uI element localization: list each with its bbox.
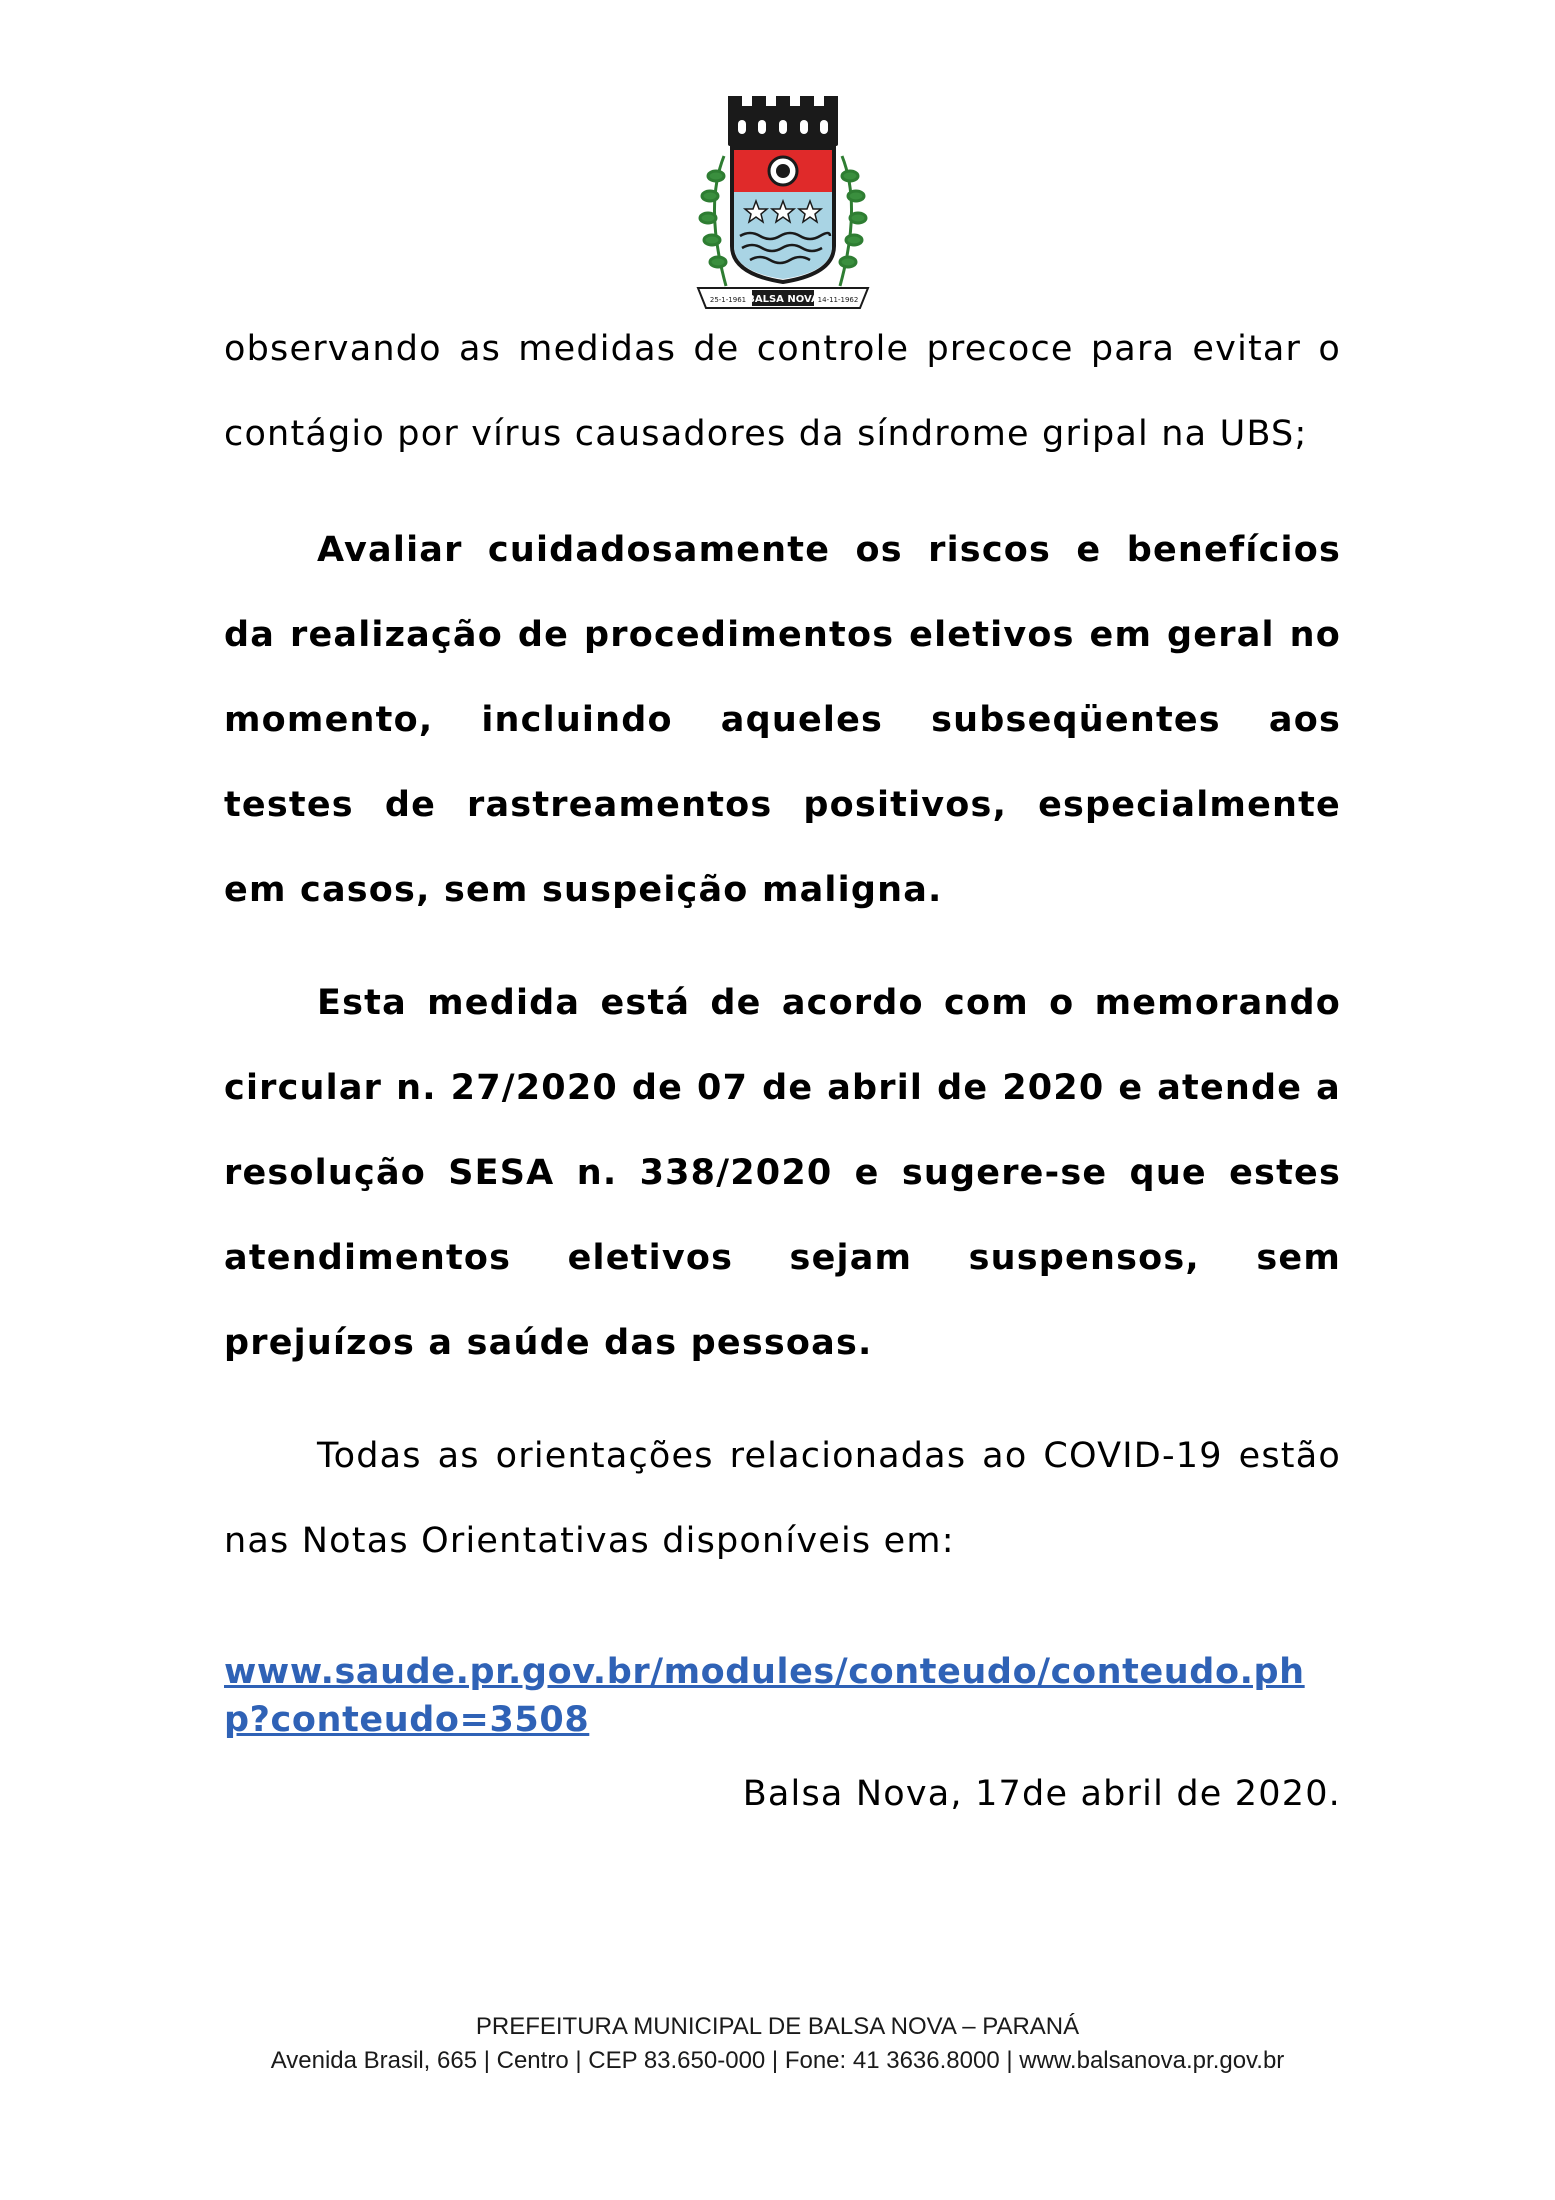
paragraph-text: Todas as orientações relacionadas ao COVID-19 estão nas Notas Orientativas disponíveis em:: [224, 1436, 1341, 1561]
crest-date-right: 14-11-1962: [817, 296, 859, 304]
crest-date-left: 25-1-1961: [709, 296, 747, 304]
paragraph-text: Avaliar cuidadosamente os riscos e benefícios da realização de procedimentos eletivos em geral no momento, incluindo aqueles subseqüentes aos testes de rastreamentos positivos, especialmente em casos, sem suspeição maligna.: [224, 530, 1341, 910]
paragraph-esta-medida: [224, 961, 1341, 1386]
saude-pr-link[interactable]: www.saude.pr.gov.br/modules/conteudo/conteudo.php?conteudo=3508: [224, 1652, 1305, 1740]
footer-address: Avenida Brasil, 665 | Centro | CEP 83.650-000 | Fone: 41 3636.8000 | www.balsanova.pr.gov.br: [270, 2047, 1285, 2074]
paragraph-avaliar: [224, 508, 1341, 933]
paragraph-continuation: [224, 307, 1341, 477]
date-line: Balsa Nova, 17de abril de 2020.: [742, 1774, 1341, 1814]
municipal-coat-of-arms-icon: [690, 96, 876, 322]
paragraph-todas-orientacoes: [224, 1414, 1341, 1584]
paragraph-text: Esta medida está de acordo com o memorando circular n. 27/2020 de 07 de abril de 2020 e atende a resolução SESA n. 338/2020 e sugere-se que estes atendimentos eletivos sejam suspensos, sem prejuízos a saúde das pessoas.: [224, 983, 1341, 1363]
paragraph-text: observando as medidas de controle precoce para evitar o contágio por vírus causadores da síndrome gripal na UBS;: [224, 329, 1341, 454]
footer-title: PREFEITURA MUNICIPAL DE BALSA NOVA – PARANÁ: [475, 2013, 1080, 2040]
page-footer: [0, 2010, 1555, 2078]
crest-motto: BALSA NOVA: [747, 294, 819, 305]
